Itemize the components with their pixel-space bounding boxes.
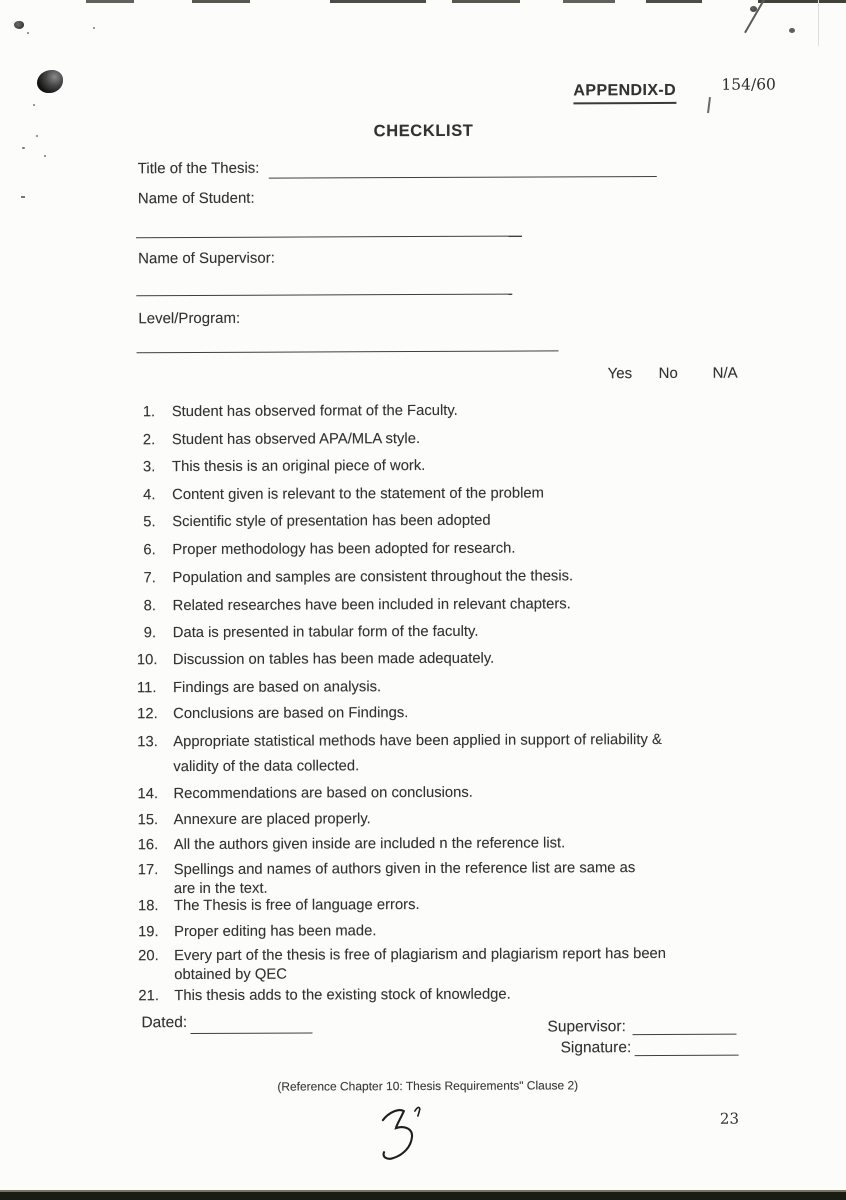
field-label-name-of-student: Name of Student: bbox=[137, 189, 255, 208]
supervisor-line bbox=[633, 1034, 737, 1035]
checklist-item bbox=[136, 484, 544, 504]
item-number: 13. bbox=[137, 734, 158, 751]
item-text: All the authors given inside are included n the reference list. bbox=[173, 835, 566, 854]
column-header-yes: Yes bbox=[607, 365, 633, 383]
item-number: 12. bbox=[137, 706, 158, 723]
item-number: 3. bbox=[143, 459, 156, 476]
blank-line-name-of-student bbox=[136, 236, 522, 239]
item-text: The Thesis is free of language errors. bbox=[173, 897, 420, 915]
blank-line-level-program bbox=[137, 350, 559, 353]
checklist-item bbox=[136, 430, 420, 449]
checklist-item bbox=[138, 945, 680, 985]
appendix-label: APPENDIX-D bbox=[573, 82, 676, 104]
field-label-name-of-supervisor: Name of Supervisor: bbox=[138, 249, 275, 268]
item-text: This thesis adds to the existing stock of knowledge. bbox=[174, 986, 511, 1005]
checklist-item bbox=[137, 704, 408, 723]
checklist-item bbox=[138, 922, 376, 941]
checklist-item bbox=[136, 402, 458, 421]
item-number: 1. bbox=[142, 404, 156, 421]
item-text: Annexure are placed properly. bbox=[173, 811, 371, 829]
item-number: 21. bbox=[138, 988, 159, 1005]
checklist-item bbox=[136, 567, 573, 587]
page-number: 23 bbox=[719, 1109, 740, 1128]
checklist-item bbox=[138, 986, 510, 1006]
item-number: 4. bbox=[143, 487, 156, 504]
blank-line-title-of-thesis bbox=[269, 176, 657, 179]
checklist-item bbox=[136, 540, 515, 560]
checklist-item bbox=[137, 623, 479, 642]
item-text: Spellings and names of authors given in the reference list are same as are in the text. bbox=[173, 860, 636, 898]
column-header-na: N/A bbox=[712, 364, 738, 382]
item-text: Every part of the thesis is free of plagiarism and plagiarism report has been obtained by QEC bbox=[174, 945, 667, 984]
item-number: 8. bbox=[143, 598, 157, 615]
item-number: 9. bbox=[143, 625, 157, 642]
item-text: Student has observed format of the Faculty. bbox=[171, 402, 458, 421]
item-text: Proper editing has been made. bbox=[174, 923, 377, 941]
item-number: 17. bbox=[137, 862, 159, 879]
blank-line-name-of-supervisor bbox=[136, 294, 512, 297]
item-text: Student has observed APA/MLA style. bbox=[171, 431, 421, 449]
checklist-item bbox=[137, 728, 665, 780]
field-label-title-of-thesis: Title of the Thesis: bbox=[137, 159, 260, 178]
item-text: This thesis is an original piece of work. bbox=[172, 457, 426, 476]
item-number: 10. bbox=[136, 652, 158, 669]
item-text: Population and samples are consistent throughout the thesis. bbox=[172, 568, 574, 587]
item-text: Content given is relevant to the statement of the problem bbox=[172, 485, 544, 504]
item-number: 20. bbox=[138, 948, 159, 965]
checklist-item bbox=[137, 650, 494, 670]
item-text: Related researches have been included in relevant chapters. bbox=[172, 596, 571, 615]
item-text: Appropriate statistical methods have been applied in support of reliability & validity of the data collected. bbox=[173, 731, 662, 776]
item-number: 7. bbox=[143, 570, 156, 587]
item-number: 18. bbox=[137, 898, 159, 915]
supervisor-label: Supervisor: bbox=[547, 1018, 626, 1036]
item-number: 15. bbox=[137, 812, 159, 829]
dated-line bbox=[191, 1032, 313, 1034]
checklist-item bbox=[136, 512, 490, 532]
page-title: CHECKLIST bbox=[373, 121, 474, 141]
column-header-no: No bbox=[658, 364, 678, 382]
dated-label: Dated: bbox=[141, 1014, 188, 1032]
stamp-number: 154/60 bbox=[721, 75, 776, 94]
item-text: Discussion on tables has been made adequately. bbox=[172, 650, 495, 669]
item-number: 5. bbox=[143, 514, 156, 531]
item-number: 6. bbox=[143, 542, 156, 559]
checklist-item bbox=[138, 859, 654, 899]
checklist-item bbox=[137, 678, 381, 697]
checklist-item bbox=[138, 896, 420, 915]
item-text: Conclusions are based on Findings. bbox=[173, 705, 409, 723]
item-text: Recommendations are based on conclusions. bbox=[173, 784, 473, 803]
item-number: 16. bbox=[137, 837, 159, 854]
item-number: 19. bbox=[138, 924, 159, 941]
checklist-item bbox=[138, 834, 566, 854]
item-number: 11. bbox=[136, 680, 157, 697]
item-number: 2. bbox=[142, 432, 156, 449]
item-text: Data is presented in tabular form of the faculty. bbox=[172, 623, 479, 642]
footer-reference: (Reference Chapter 10: Thesis Requirements" Clause 2) bbox=[277, 1078, 579, 1094]
signature-label: Signature: bbox=[560, 1039, 632, 1057]
checklist-item bbox=[137, 595, 571, 615]
item-text: Findings are based on analysis. bbox=[172, 679, 382, 697]
item-text: Scientific style of presentation has been adopted bbox=[172, 512, 491, 531]
checklist-item bbox=[138, 810, 371, 829]
checklist-item bbox=[137, 784, 472, 803]
signature-line bbox=[635, 1055, 739, 1056]
field-label-level-program: Level/Program: bbox=[138, 309, 241, 328]
handwritten-mark bbox=[377, 1104, 429, 1168]
item-number: 14. bbox=[137, 786, 159, 803]
scan-edge-bottom bbox=[0, 1190, 846, 1200]
checklist-item bbox=[136, 457, 425, 476]
item-text: Proper methodology has been adopted for research. bbox=[172, 540, 516, 559]
